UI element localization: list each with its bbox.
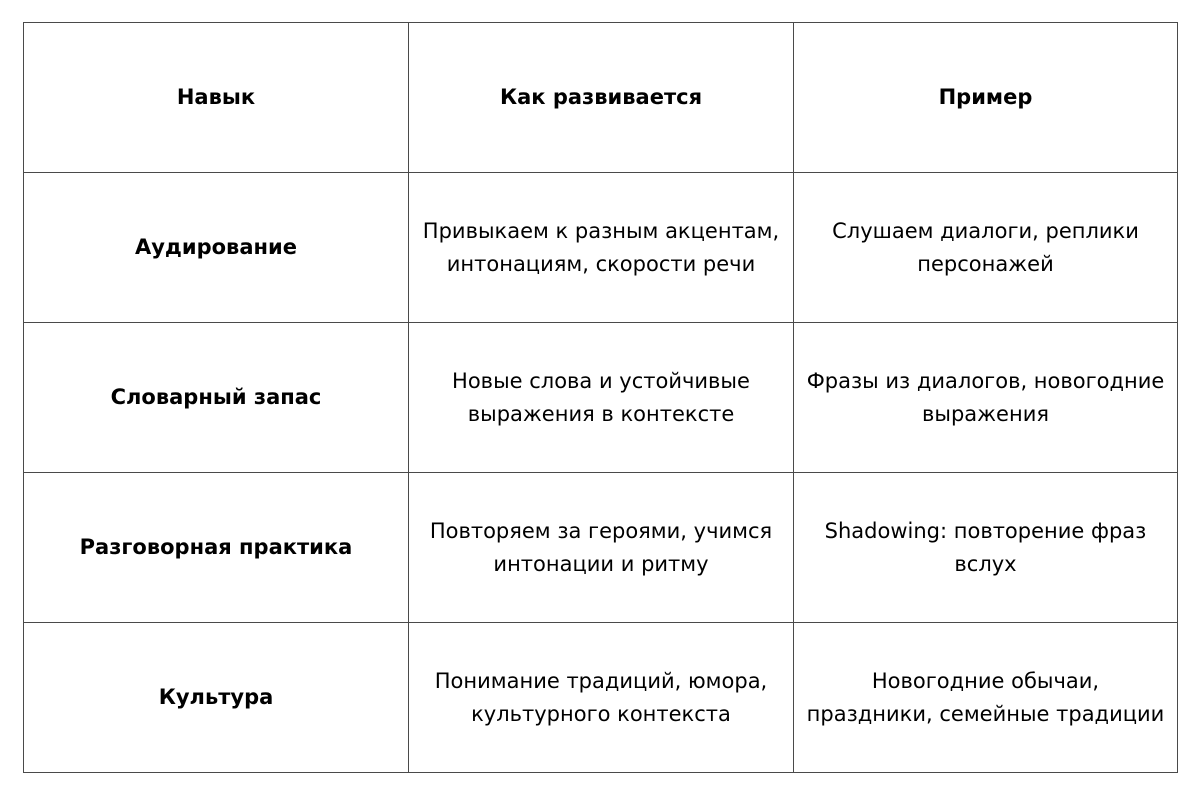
table-header-row — [24, 23, 1178, 173]
cell-skill: Разговорная практика — [24, 473, 409, 623]
table-container — [23, 22, 1178, 773]
skills-table — [23, 22, 1178, 773]
cell-example: Shadowing: повторение фраз вслух — [794, 473, 1178, 623]
cell-how: Новые слова и устойчивые выражения в контексте — [409, 323, 794, 473]
table-row — [24, 323, 1178, 473]
table-row — [24, 623, 1178, 773]
header-how: Как развивается — [409, 23, 794, 173]
cell-skill: Аудирование — [24, 173, 409, 323]
cell-how: Повторяем за героями, учимся интонации и ритму — [409, 473, 794, 623]
header-example: Пример — [794, 23, 1178, 173]
cell-how: Понимание традиций, юмора, культурного контекста — [409, 623, 794, 773]
cell-example: Фразы из диалогов, новогодние выражения — [794, 323, 1178, 473]
table-row — [24, 173, 1178, 323]
header-skill: Навык — [24, 23, 409, 173]
cell-how: Привыкаем к разным акцентам, интонациям, скорости речи — [409, 173, 794, 323]
cell-example: Слушаем диалоги, реплики персонажей — [794, 173, 1178, 323]
table-row — [24, 473, 1178, 623]
cell-skill: Словарный запас — [24, 323, 409, 473]
cell-example: Новогодние обычаи, праздники, семейные традиции — [794, 623, 1178, 773]
cell-skill: Культура — [24, 623, 409, 773]
